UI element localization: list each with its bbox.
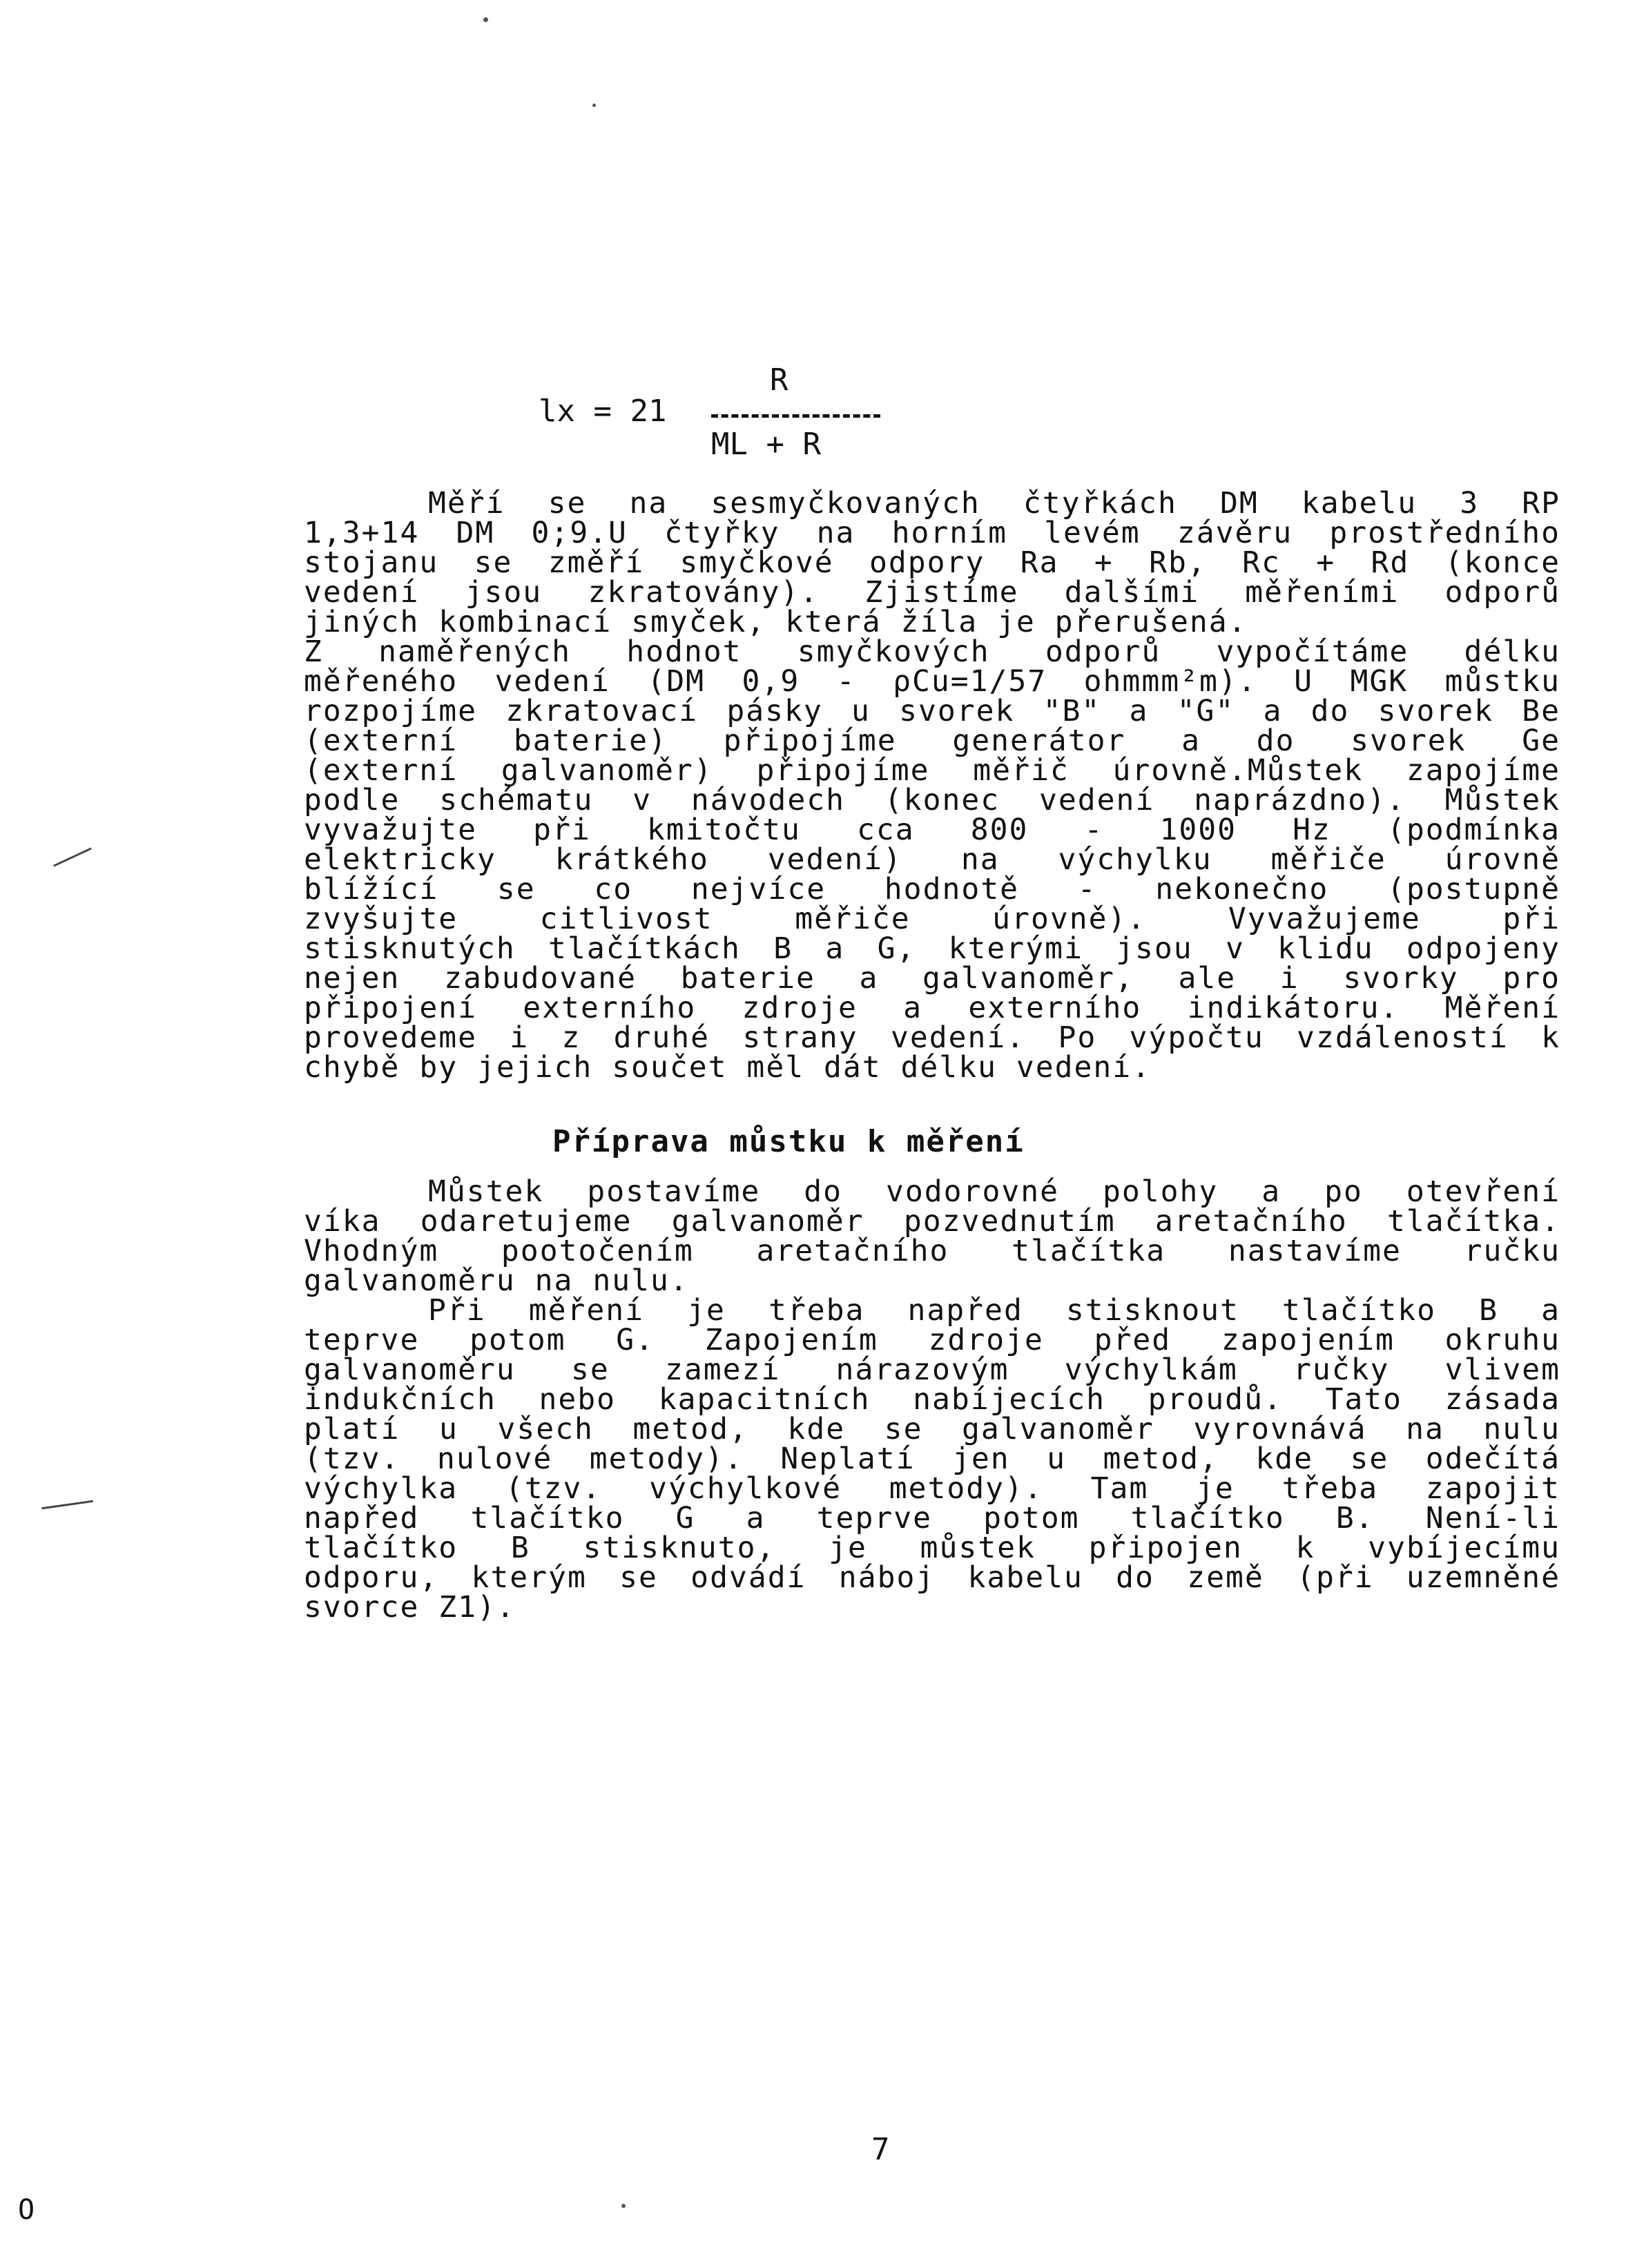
text-line: Vhodným pootočením aretačního tlačítka nastavíme ručku — [304, 1234, 1560, 1268]
text-line: víka odaretujeme galvanoměr pozvednutím aretačního tlačítka. — [304, 1204, 1560, 1239]
text-line: odporu, kterým se odvádí náboj kabelu do země (při uzemněné — [304, 1560, 1560, 1595]
text-line: výchylka (tzv. výchylkové metody). Tam je třeba zapojit — [304, 1471, 1560, 1506]
text-line: jiných kombinací smyček, která žíla je přerušená. — [304, 605, 1248, 639]
text-line: (externí baterie) připojíme generátor a do svorek Ge — [304, 724, 1560, 758]
text-line: vyvažujte při kmitočtu cca 800 - 1000 Hz (podmínka — [304, 813, 1560, 847]
text-line: rozpojíme zkratovací pásky u svorek "B" a "G" a do svorek Be — [304, 694, 1560, 728]
text-line: podle schématu v návodech (konec vedení naprázdno). Můstek — [304, 783, 1560, 817]
scan-speck — [483, 17, 488, 22]
text-line: galvanoměru na nulu. — [304, 1263, 689, 1298]
text-line: stojanu se změří smyčkové odpory Ra + Rb, Rc + Rd (konce — [304, 545, 1560, 580]
text-line: indukčních nebo kapacitních nabíjecích proudů. Tato zásada — [304, 1382, 1560, 1417]
scan-speck — [621, 2204, 626, 2208]
text-line: provedeme i z druhé strany vedení. Po výpočtu vzdáleností k — [304, 1020, 1560, 1055]
scan-stroke — [53, 847, 92, 866]
formula — [539, 362, 898, 466]
text-line: připojení externího zdroje a externího indikátoru. Měření — [304, 991, 1560, 1025]
text-line: galvanoměru se zamezí nárazovým výchylkám ručky vlivem — [304, 1353, 1560, 1387]
text-line: stisknutých tlačítkách B a G, kterými jsou v klidu odpojeny — [304, 931, 1560, 966]
text-line: Můstek postavíme do vodorovné polohy a po otevření — [428, 1174, 1560, 1209]
text-line: měřeného vedení (DM 0,9 - ρCu=1/57 ohmmm²m). U MGK můstku — [304, 664, 1560, 699]
text-line: teprve potom G. Zapojením zdroje před zapojením okruhu — [304, 1323, 1560, 1357]
text-line: 1,3+14 DM 0;9.U čtyřky na horním levém závěru prostředního — [304, 516, 1560, 550]
text-line: chybě by jejich součet měl dát délku vedení. — [304, 1050, 1152, 1085]
paragraph-preparation — [304, 1174, 1560, 1625]
formula-numerator: R — [770, 362, 789, 398]
text-line: platí u všech metod, kde se galvanoměr vyrovnává na nulu — [304, 1412, 1560, 1446]
text-line: vedení jsou zkratovány). Zjistíme dalšími měřeními odporů — [304, 575, 1560, 610]
text-line: nejen zabudované baterie a galvanoměr, ale i svorky pro — [304, 961, 1560, 996]
text-line: (tzv. nulové metody). Neplatí jen u metod, kde se odečítá — [304, 1442, 1560, 1476]
formula-lhs: lx = 21 — [539, 394, 667, 429]
section-heading: Příprava můstku k měření — [552, 1124, 1025, 1159]
scan-stroke — [41, 1500, 93, 1509]
text-line: blížící se co nejvíce hodnotě - nekonečno (postupně — [304, 872, 1560, 907]
paragraph-measurement — [304, 486, 1560, 1085]
formula-denominator: ML + R — [711, 427, 821, 462]
text-line: napřed tlačítko G a teprve potom tlačítko B. Není-li — [304, 1501, 1560, 1535]
text-line: Z naměřených hodnot smyčkových odporů vypočítáme délku — [304, 634, 1560, 669]
text-line: Při měření je třeba napřed stisknout tlačítko B a — [428, 1293, 1560, 1328]
page-number: 7 — [871, 2132, 890, 2167]
corner-mark: O — [18, 2194, 35, 2226]
scan-speck — [592, 104, 596, 107]
text-line: elektricky krátkého vedení) na výchylku měřiče úrovně — [304, 842, 1560, 877]
text-line: zvyšujte citlivost měřiče úrovně). Vyvažujeme při — [304, 902, 1560, 936]
text-line: tlačítko B stisknuto, je můstek připojen k vybíjecímu — [304, 1531, 1560, 1565]
text-line: svorce Z1). — [304, 1590, 516, 1625]
fraction-bar — [711, 414, 880, 418]
text-line: (externí galvanoměr) připojíme měřič úrovně.Můstek zapojíme — [304, 753, 1560, 788]
text-line: Měří se na sesmyčkovaných čtyřkách DM kabelu 3 RP — [428, 486, 1560, 521]
